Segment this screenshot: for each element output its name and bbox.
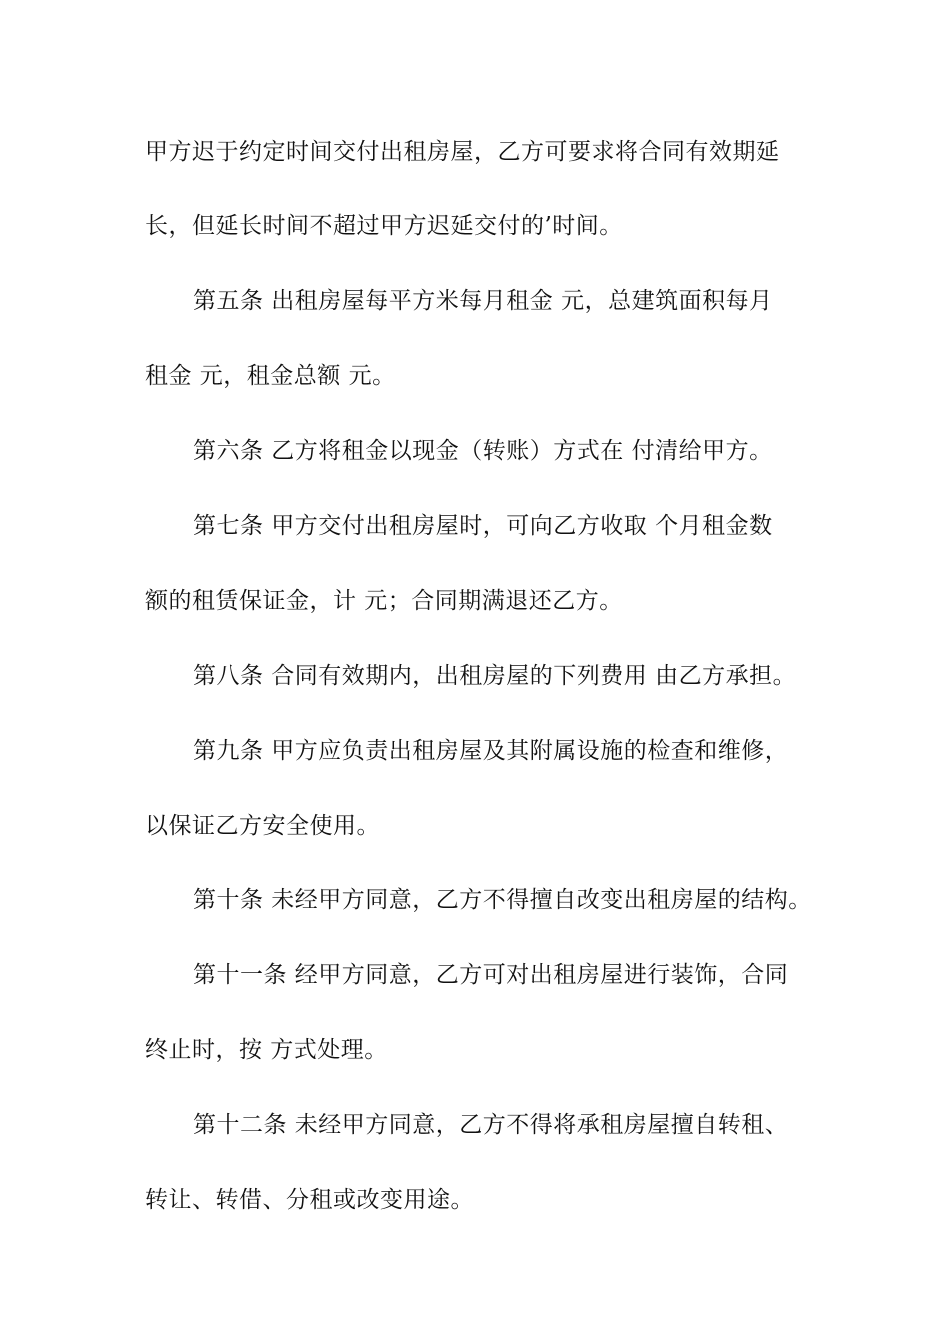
clause-11-line: 第十一条 经甲方同意，乙方可对出租房屋进行装饰，合同 [193,962,789,988]
paragraph-line: 甲方迟于约定时间交付出租房屋，乙方可要求将合同有效期延 [145,139,780,165]
clause-5-line: 第五条 出租房屋每平方米每月租金 元，总建筑面积每月 [193,288,773,314]
clause-9-line: 第九条 甲方应负责出租房屋及其附属设施的检查和维修， [193,738,789,764]
clause-12-line: 第十二条 未经甲方同意，乙方不得将承租房屋擅自转租、 [193,1112,789,1138]
clause-6-line: 第六条 乙方将租金以现金（转账）方式在 付清给甲方。 [193,438,773,464]
clause-7-line: 第七条 甲方交付出租房屋时，可向乙方收取 个月租金数 [193,513,773,539]
paragraph-line: 额的租赁保证金，计 元；合同期满退还乙方。 [145,588,623,614]
paragraph-line: 长，但延长时间不超过甲方迟延交付的’时间。 [145,213,623,239]
paragraph-line: 终止时，按 方式处理。 [145,1037,388,1063]
clause-8-line: 第八条 合同有效期内，出租房屋的下列费用 由乙方承担。 [193,663,797,689]
clause-10-line: 第十条 未经甲方同意，乙方不得擅自改变出租房屋的结构。 [193,887,812,913]
paragraph-line: 以保证乙方安全使用。 [145,813,380,839]
paragraph-line: 租金 元，租金总额 元。 [145,363,396,389]
paragraph-line: 转让、转借、分租或改变用途。 [145,1187,474,1213]
